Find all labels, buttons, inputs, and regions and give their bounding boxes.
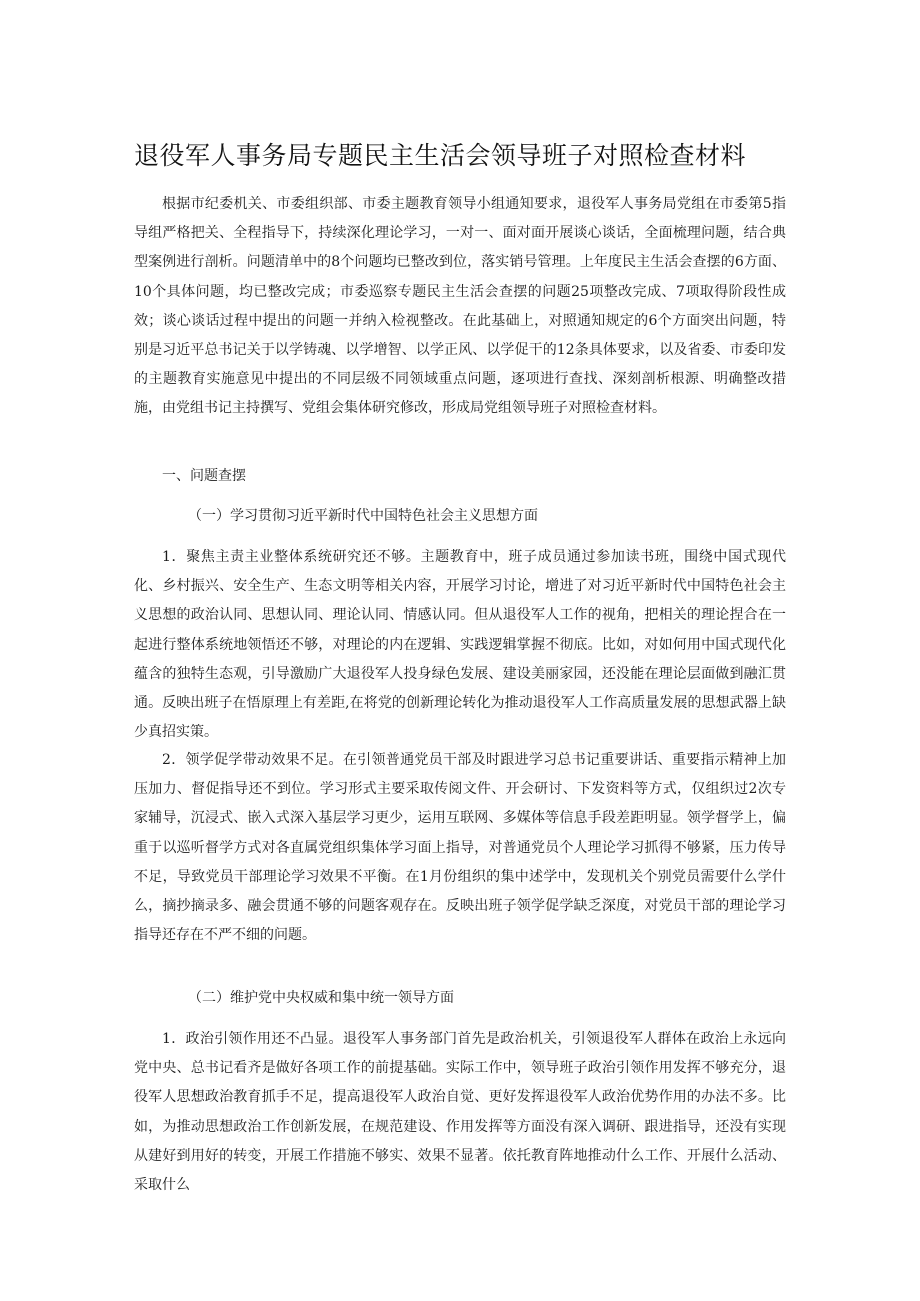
item-1-2-block bbox=[134, 746, 786, 950]
document-title: 退役军人事务局专题民主生活会领导班子对照检查材料 bbox=[134, 141, 747, 170]
subsection-heading-1: （一）学习贯彻习近平新时代中国特色社会主义思想方面 bbox=[188, 508, 538, 524]
subsection-heading-2: （二）维护党中央权威和集中统一领导方面 bbox=[188, 990, 454, 1006]
section-heading-1: 一、问题查摆 bbox=[162, 468, 246, 484]
item-2-1-block bbox=[134, 1025, 786, 1200]
intro-paragraph-block bbox=[134, 190, 786, 424]
intro-paragraph: 根据市纪委机关、市委组织部、市委主题教育领导小组通知要求，退役军人事务局党组在市委第5指导组严格把关、全程指导下，持续深化理论学习，一对一、面对面开展谈心谈话，全面梳理问题，结合典型案例进行剖析。问题清单中的8个问题均已整改到位，落实销号管理。上年度民主生活会查摆的6方面、10个具体问题，均已整改完成；市委巡察专题民主生活会查摆的问题25项整改完成、7项取得阶段性成效；谈心谈话过程中提出的问题一并纳入检视整改。在此基础上，对照通知规定的6个方面突出问题，特别是习近平总书记关于以学铸魂、以学增智、以学正风、以学促干的12条具体要求，以及省委、市委印发的主题教育实施意见中提出的不同层级不同领域重点问题，逐项进行查找、深刻剖析根源、明确整改措施，由党组书记主持撰写、党组会集体研究修改，形成局党组领导班子对照检查材料。 bbox=[134, 196, 786, 417]
item-1-1-block bbox=[134, 543, 786, 747]
item-1-1-paragraph: 1．聚焦主责主业整体系统研究还不够。主题教育中，班子成员通过参加读书班，围绕中国式现代化、乡村振兴、安全生产、生态文明等相关内容，开展学习讨论，增进了对习近平新时代中国特色社会主义思想的政治认同、思想认同、理论认同、情感认同。但从退役军人工作的视角，把相关的理论捏合在一起进行整体系统地领悟还不够，对理论的内在逻辑、实践逻辑掌握不彻底。比如，对如何用中国式现代化蕴含的独特生态观，引导激励广大退役军人投身绿色发展、建设美丽家园，还没能在理论层面做到融汇贯通。反映出班子在悟原理上有差距,在将党的创新理论转化为推动退役军人工作高质量发展的思想武器上缺少真招实策。 bbox=[134, 549, 786, 741]
item-1-2-paragraph: 2．领学促学带动效果不足。在引领普通党员干部及时跟进学习总书记重要讲话、重要指示精神上加压加力、督促指导还不到位。学习形式主要采取传阅文件、开会研讨、下发资料等方式，仅组织过2次专家辅导，沉浸式、嵌入式深入基层学习更少，运用互联网、多媒体等信息手段差距明显。领学督学上，偏重于以巡听督学方式对各直属党组织集体学习面上指导，对普通党员个人理论学习抓得不够紧，压力传导不足，导致党员干部理论学习效果不平衡。在1月份组织的集中述学中，发现机关个别党员需要什么学什么，摘抄摘录多、融会贯通不够的问题客观存在。反映出班子领学促学缺乏深度，对党员干部的理论学习指导还存在不严不细的问题。 bbox=[134, 752, 786, 944]
item-2-1-paragraph: 1．政治引领作用还不凸显。退役军人事务部门首先是政治机关，引领退役军人群体在政治上永远向党中央、总书记看齐是做好各项工作的前提基础。实际工作中，领导班子政治引领作用发挥不够充分，退役军人思想政治教育抓手不足，提高退役军人政治自觉、更好发挥退役军人政治优势作用的办法不多。比如，为推动思想政治工作创新发展，在规范建设、作用发挥等方面没有深入调研、跟进指导，还没有实现从建好到用好的转变，开展工作措施不够实、效果不显著。依托教育阵地推动什么工作、开展什么活动、采取什么 bbox=[134, 1031, 786, 1194]
